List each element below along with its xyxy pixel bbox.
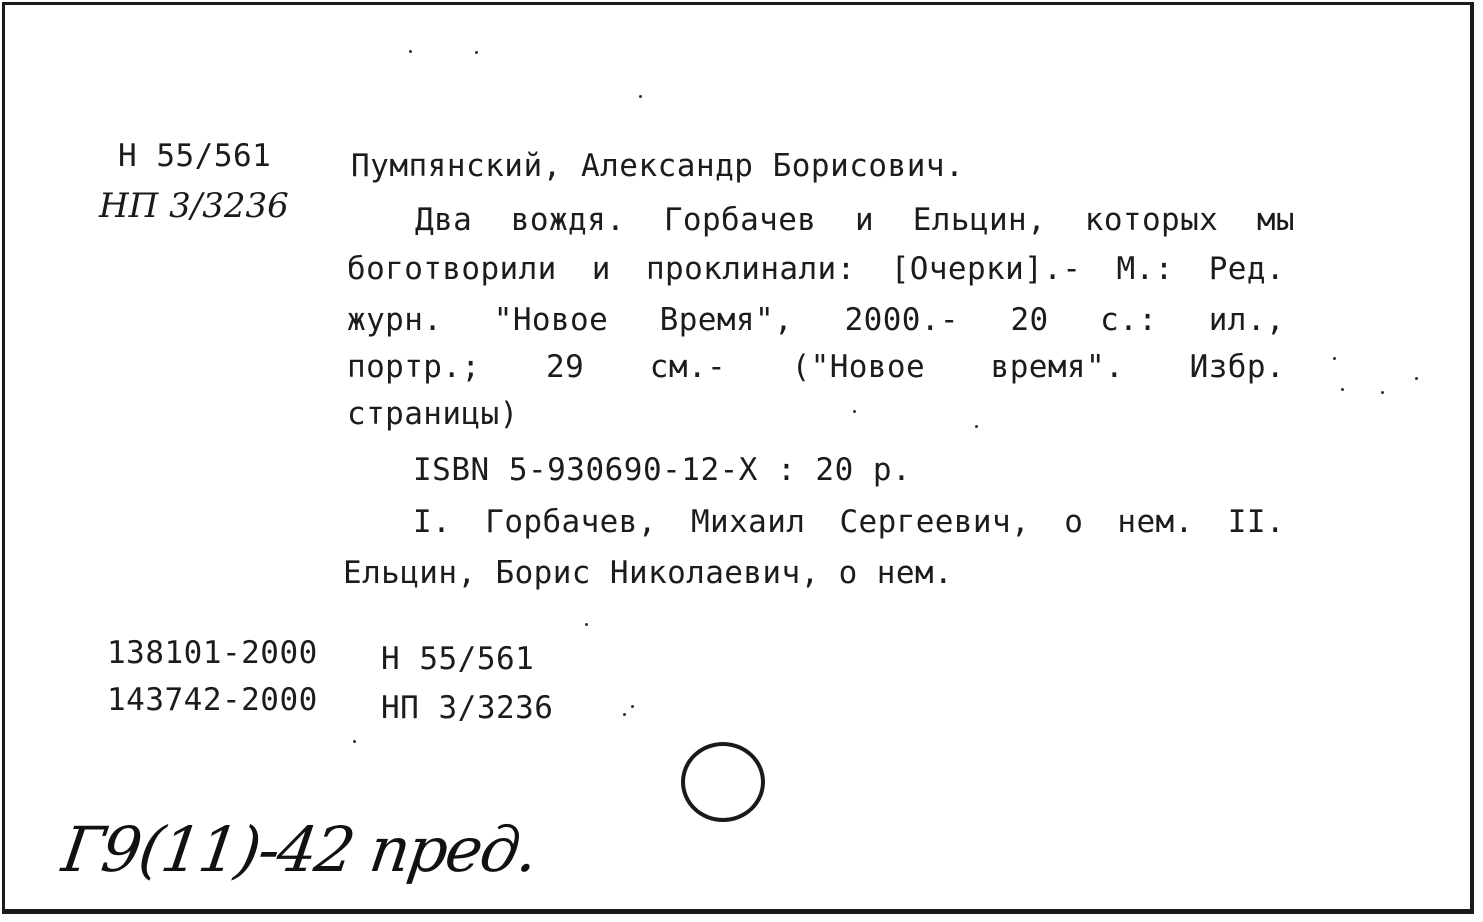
speck [623, 713, 626, 716]
speck [353, 740, 356, 743]
description-line: Два вождя. Горбачев и Ельцин, которых мы [415, 202, 1295, 238]
subject-line: I. Горбачев, Михаил Сергеевич, о нем. II. [413, 504, 1285, 540]
shelfmark-handwritten: НП 3/3236 [99, 186, 289, 226]
speck [1415, 377, 1418, 380]
speck [975, 425, 978, 428]
speck [1381, 391, 1384, 394]
holding-number: 138101-2000 [107, 635, 318, 671]
description-line: боготворили и проклинали: [Очерки].- М.: Ред. [347, 251, 1285, 287]
isbn-line: ISBN 5-930690-12-X : 20 р. [413, 452, 912, 488]
speck [475, 51, 478, 54]
description-line: портр.; 29 см.- ("Новое время". Избр. [347, 349, 1285, 385]
speck [585, 623, 588, 626]
speck [1333, 357, 1336, 360]
speck [631, 705, 634, 708]
speck [409, 50, 412, 53]
handwritten-note: Г9(11)-42 пред. [57, 813, 541, 886]
catalog-card [2, 2, 1474, 914]
shelfmark-primary: Н 55/561 [118, 138, 272, 174]
speck [1341, 388, 1344, 391]
holding-shelfmark: НП 3/3236 [381, 690, 554, 726]
speck [853, 410, 856, 413]
holding-number: 143742-2000 [107, 682, 318, 718]
author-heading: Пумпянский, Александр Борисович. [351, 148, 965, 184]
subject-line: Ельцин, Борис Николаевич, о нем. [343, 555, 954, 591]
description-line: страницы) [347, 396, 519, 432]
speck [639, 95, 642, 98]
description-line: журн. "Новое Время", 2000.- 20 с.: ил., [347, 302, 1285, 338]
holding-shelfmark: Н 55/561 [381, 641, 535, 677]
stamp-circle [681, 742, 765, 822]
